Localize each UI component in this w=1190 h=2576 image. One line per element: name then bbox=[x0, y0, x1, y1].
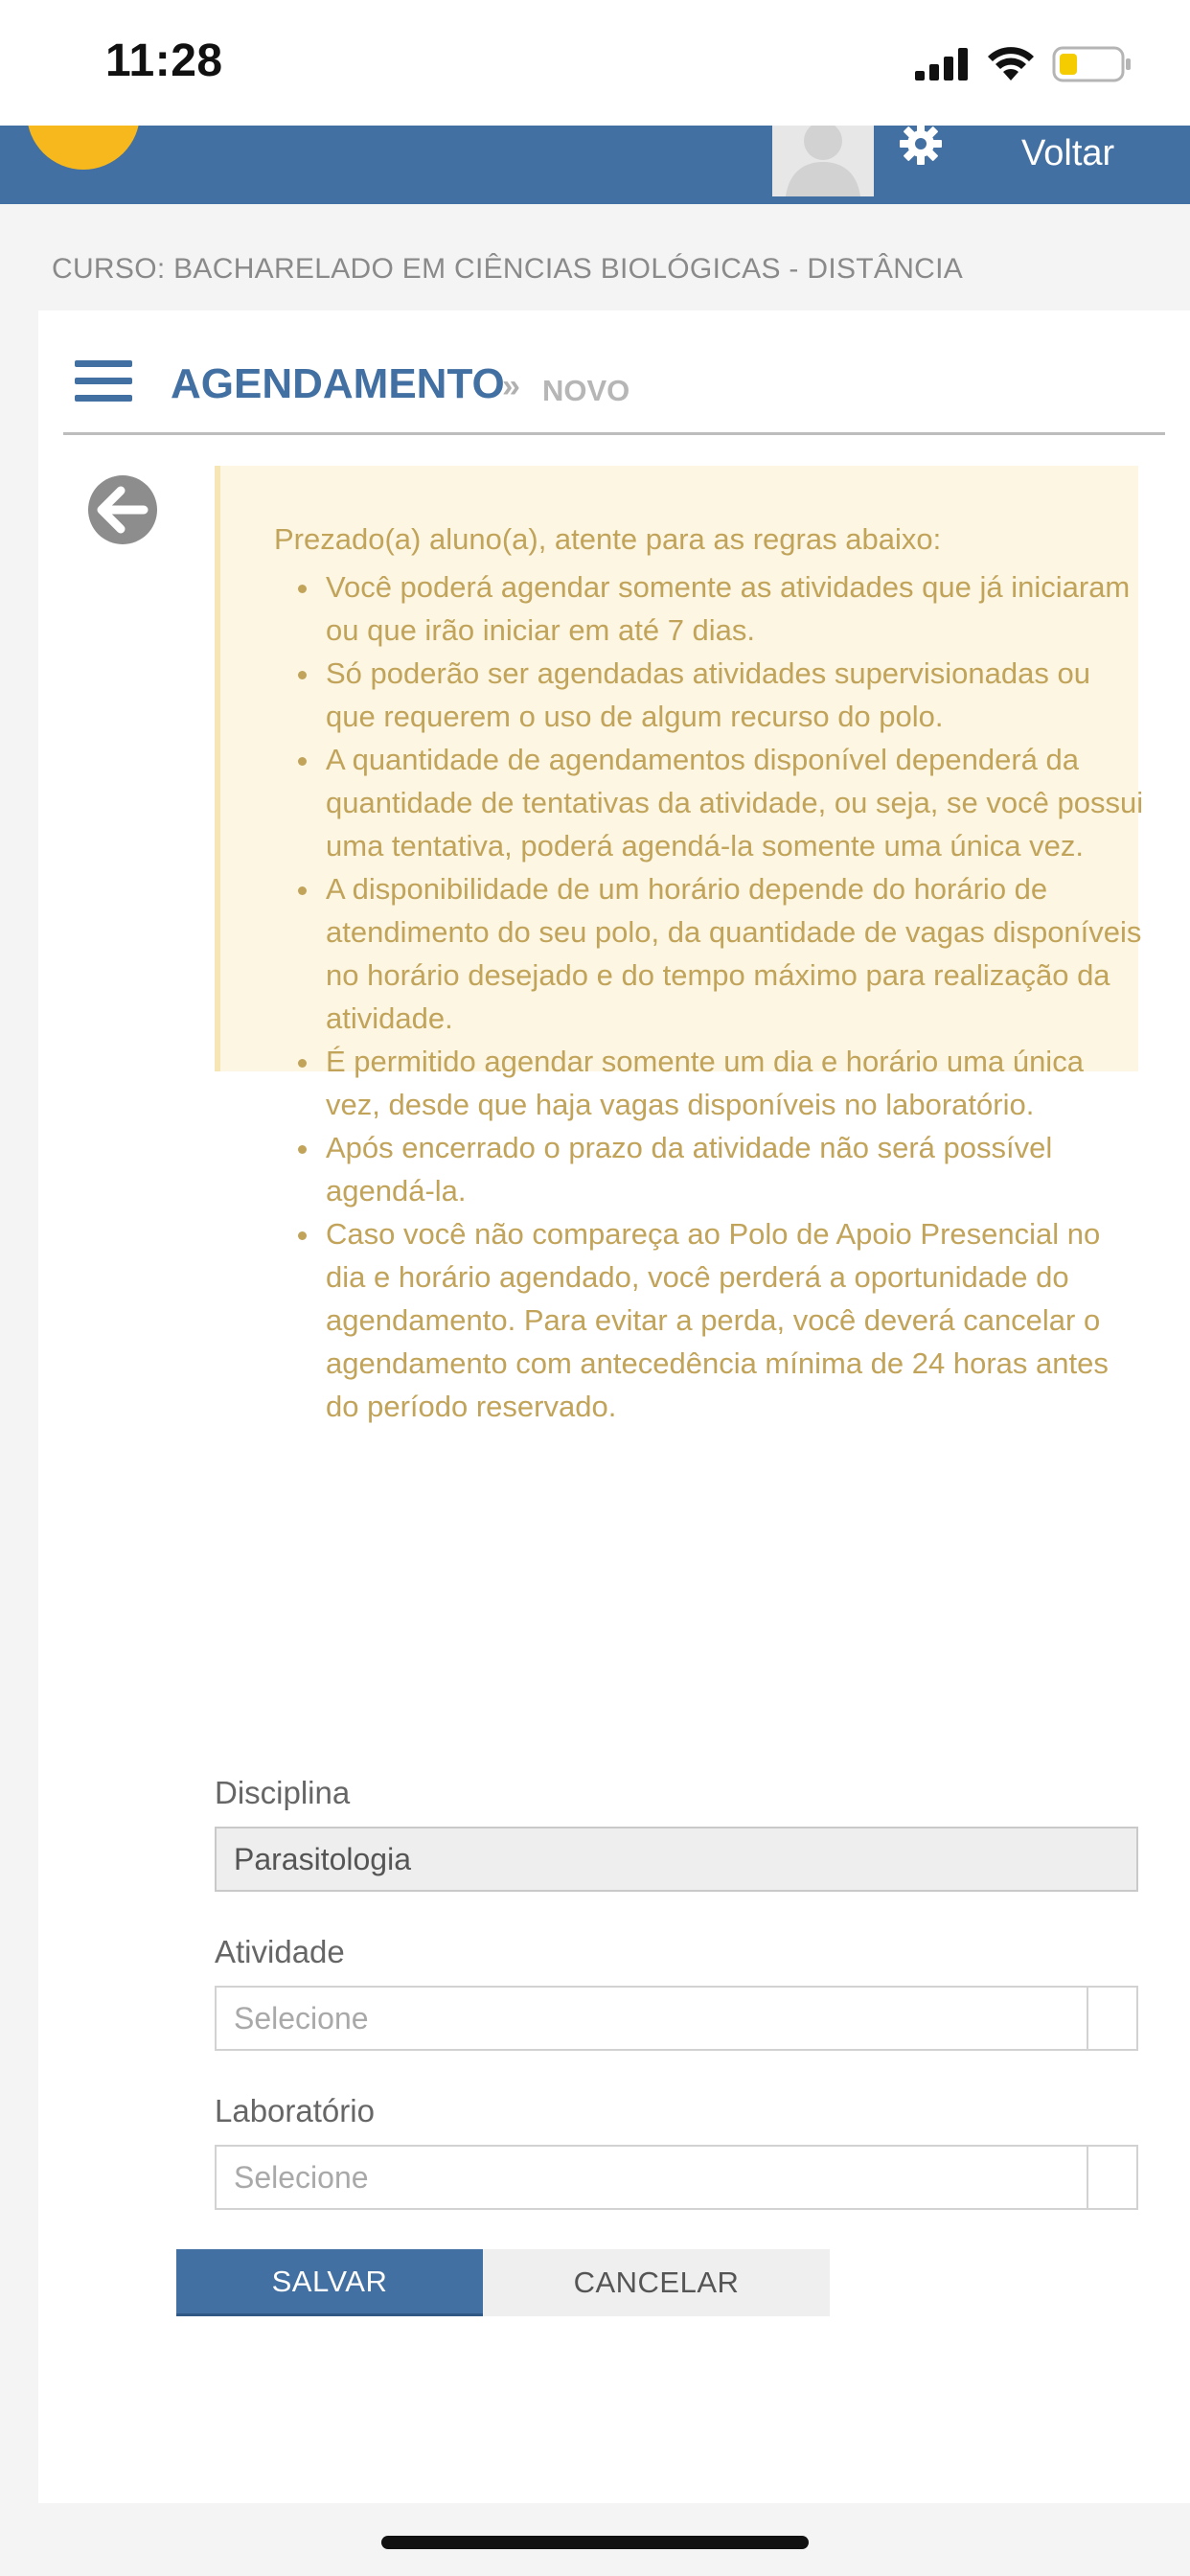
rule-item: • Caso você não compareça ao Polo de Apoio Presencial no dia e horário agendado, você perderá a oportunidade do agendamento. Para evitar a perda, você deverá cancelar o agendamento com antecedência mínima de 24 horas antes do período reservado. bbox=[322, 1212, 1146, 1428]
breadcrumb-separator: » bbox=[502, 368, 520, 404]
wifi-icon bbox=[987, 44, 1035, 82]
atividade-select[interactable] bbox=[215, 1986, 1138, 2051]
disciplina-label: Disciplina bbox=[215, 1775, 351, 1810]
app-logo[interactable] bbox=[27, 126, 140, 170]
rule-item: • Só poderão ser agendadas atividades supervisionadas ou que requerem o uso de algum recurso do polo. bbox=[322, 652, 1146, 738]
disciplina-value: Parasitologia bbox=[234, 1842, 411, 1876]
hamburger-menu-icon[interactable] bbox=[75, 360, 132, 406]
title-divider bbox=[63, 432, 1165, 435]
notice-intro: Prezado(a) aluno(a), atente para as regras abaixo: bbox=[274, 522, 942, 556]
laboratorio-dropdown-toggle[interactable] bbox=[1087, 2147, 1136, 2208]
back-link[interactable]: Voltar bbox=[1021, 133, 1115, 173]
rules-list bbox=[274, 565, 1146, 1428]
atividade-placeholder: Selecione bbox=[234, 2001, 369, 2036]
page-title: AGENDAMENTO bbox=[171, 360, 505, 407]
course-strip bbox=[0, 230, 1190, 310]
cancel-button[interactable]: CANCELAR bbox=[483, 2249, 830, 2316]
battery-icon bbox=[1052, 46, 1133, 82]
home-indicator[interactable] bbox=[381, 2536, 809, 2549]
rules-notice bbox=[215, 466, 1144, 1423]
disciplina-field[interactable] bbox=[215, 1827, 1138, 1892]
course-label: CURSO: BACHARELADO EM CIÊNCIAS BIOLÓGICAS - DISTÂNCIA bbox=[52, 253, 964, 285]
rule-item: • Após encerrado o prazo da atividade não será possível agendá-la. bbox=[322, 1126, 1146, 1212]
cellular-signal-icon bbox=[915, 48, 969, 80]
rule-item: • A quantidade de agendamentos disponível dependerá da quantidade de tentativas da atividade, ou seja, se você possui uma tentativa, poderá agendá-la somente uma única vez. bbox=[322, 738, 1146, 867]
rule-item: • Você poderá agendar somente as atividades que já iniciaram ou que irão iniciar em até 7 dias. bbox=[322, 565, 1146, 652]
app-header bbox=[0, 126, 1190, 204]
user-silhouette-icon bbox=[772, 126, 874, 196]
atividade-dropdown-toggle[interactable] bbox=[1087, 1988, 1136, 2049]
status-time: 11:28 bbox=[105, 35, 223, 86]
avatar[interactable] bbox=[772, 126, 874, 196]
status-bar bbox=[0, 0, 1190, 126]
gear-icon[interactable] bbox=[899, 126, 943, 166]
laboratorio-placeholder: Selecione bbox=[234, 2160, 369, 2195]
breadcrumb-current: NOVO bbox=[542, 374, 630, 407]
atividade-label: Atividade bbox=[215, 1934, 345, 1969]
laboratorio-label: Laboratório bbox=[215, 2093, 375, 2128]
arrow-left-circle-icon[interactable] bbox=[86, 473, 159, 546]
rule-item: • A disponibilidade de um horário depende do horário de atendimento do seu polo, da quantidade de vagas disponíveis no horário desejado e do tempo máximo para realização da atividade. bbox=[322, 867, 1146, 1040]
rule-item: • É permitido agendar somente um dia e horário uma única vez, desde que haja vagas disponíveis no laboratório. bbox=[322, 1040, 1146, 1126]
laboratorio-select[interactable] bbox=[215, 2145, 1138, 2210]
save-button[interactable]: SALVAR bbox=[176, 2249, 483, 2316]
